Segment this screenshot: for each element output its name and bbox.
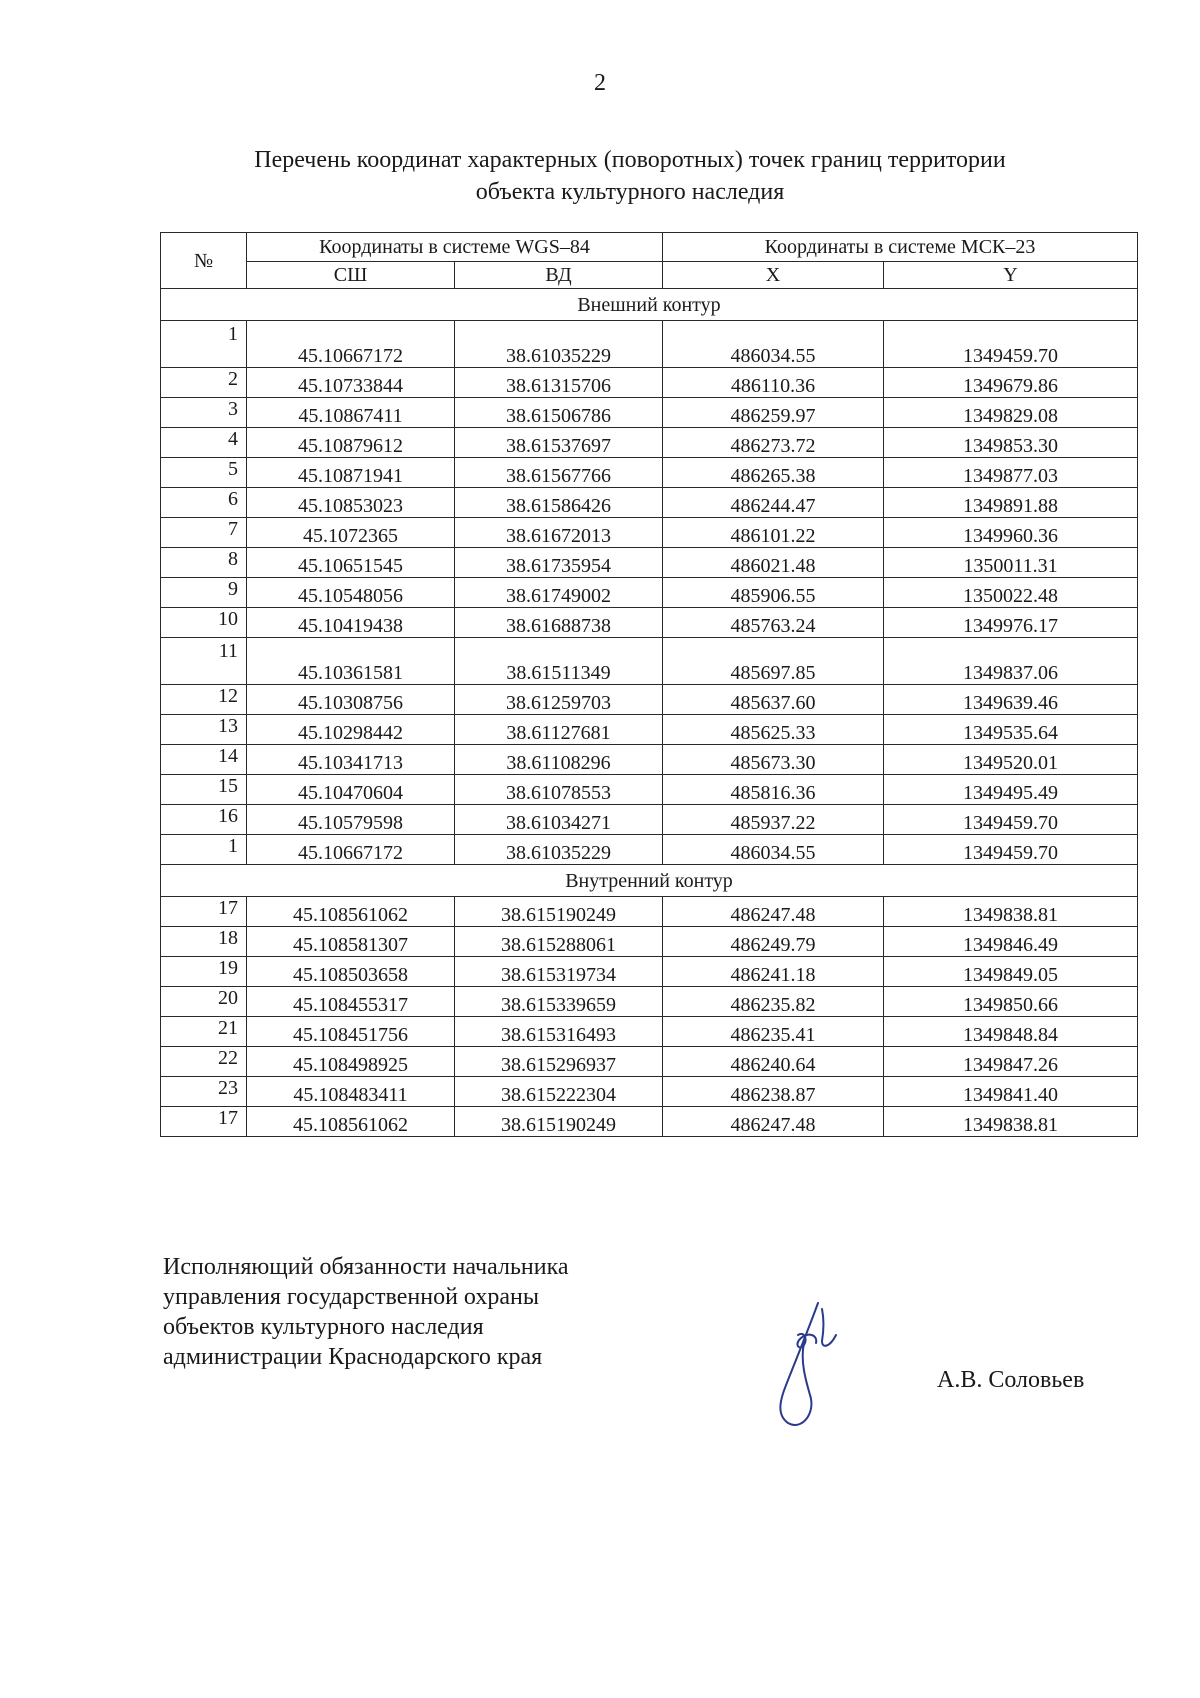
latitude-cell: 45.10733844	[247, 368, 455, 398]
y-cell: 1349535.64	[884, 715, 1138, 745]
latitude-cell: 45.108483411	[247, 1077, 455, 1107]
table-row	[161, 1077, 1138, 1107]
point-number: 3	[161, 398, 247, 428]
latitude-cell: 45.10879612	[247, 428, 455, 458]
table-row	[161, 835, 1138, 865]
table-row	[161, 458, 1138, 488]
latitude-cell: 45.108581307	[247, 927, 455, 957]
point-number: 9	[161, 578, 247, 608]
x-cell: 486249.79	[663, 927, 884, 957]
signatory-position-line-2: управления государственной охраны	[163, 1284, 539, 1310]
latitude-cell: 45.10667172	[247, 835, 455, 865]
table-row	[161, 927, 1138, 957]
table-row	[161, 1107, 1138, 1137]
longitude-cell: 38.615339659	[455, 987, 663, 1017]
latitude-cell: 45.108498925	[247, 1047, 455, 1077]
table-row	[161, 715, 1138, 745]
longitude-cell: 38.61035229	[455, 321, 663, 368]
x-cell: 485625.33	[663, 715, 884, 745]
x-cell: 486110.36	[663, 368, 884, 398]
table-row	[161, 488, 1138, 518]
latitude-cell: 45.10470604	[247, 775, 455, 805]
longitude-cell: 38.61078553	[455, 775, 663, 805]
y-cell: 1350022.48	[884, 578, 1138, 608]
section-outer-label: Внешний контур	[161, 289, 1138, 321]
y-cell: 1349841.40	[884, 1077, 1138, 1107]
header-longitude: ВД	[455, 262, 663, 289]
latitude-cell: 45.108451756	[247, 1017, 455, 1047]
longitude-cell: 38.615222304	[455, 1077, 663, 1107]
table-row	[161, 321, 1138, 368]
point-number: 11	[161, 638, 247, 685]
longitude-cell: 38.61511349	[455, 638, 663, 685]
longitude-cell: 38.61127681	[455, 715, 663, 745]
longitude-cell: 38.615190249	[455, 897, 663, 927]
x-cell: 485906.55	[663, 578, 884, 608]
table-row	[161, 1047, 1138, 1077]
longitude-cell: 38.61586426	[455, 488, 663, 518]
x-cell: 486244.47	[663, 488, 884, 518]
point-number: 17	[161, 1107, 247, 1137]
latitude-cell: 45.10867411	[247, 398, 455, 428]
y-cell: 1350011.31	[884, 548, 1138, 578]
section-inner-label: Внутренний контур	[161, 865, 1138, 897]
header-latitude: СШ	[247, 262, 455, 289]
x-cell: 486235.82	[663, 987, 884, 1017]
y-cell: 1349829.08	[884, 398, 1138, 428]
point-number: 20	[161, 987, 247, 1017]
latitude-cell: 45.1072365	[247, 518, 455, 548]
point-number: 4	[161, 428, 247, 458]
x-cell: 486021.48	[663, 548, 884, 578]
point-number: 13	[161, 715, 247, 745]
x-cell: 485763.24	[663, 608, 884, 638]
y-cell: 1349976.17	[884, 608, 1138, 638]
longitude-cell: 38.61108296	[455, 745, 663, 775]
x-cell: 485637.60	[663, 685, 884, 715]
longitude-cell: 38.61735954	[455, 548, 663, 578]
signatory-position-line-4: администрации Краснодарского края	[163, 1344, 543, 1370]
table-header-row-1	[161, 233, 1138, 262]
x-cell: 486034.55	[663, 321, 884, 368]
table-row	[161, 745, 1138, 775]
table-header-row-2	[161, 262, 1138, 289]
point-number: 19	[161, 957, 247, 987]
y-cell: 1349459.70	[884, 805, 1138, 835]
x-cell: 486240.64	[663, 1047, 884, 1077]
point-number: 5	[161, 458, 247, 488]
table-row	[161, 987, 1138, 1017]
point-number: 2	[161, 368, 247, 398]
y-cell: 1349853.30	[884, 428, 1138, 458]
point-number: 10	[161, 608, 247, 638]
section-inner-row	[161, 865, 1138, 897]
latitude-cell: 45.10341713	[247, 745, 455, 775]
x-cell: 486235.41	[663, 1017, 884, 1047]
signatory-position-line-3: объектов культурного наследия	[163, 1314, 484, 1340]
signatory-position	[163, 1252, 569, 1372]
latitude-cell: 45.10419438	[247, 608, 455, 638]
header-y: Y	[884, 262, 1138, 289]
y-cell: 1349846.49	[884, 927, 1138, 957]
latitude-cell: 45.108455317	[247, 987, 455, 1017]
latitude-cell: 45.108503658	[247, 957, 455, 987]
longitude-cell: 38.61035229	[455, 835, 663, 865]
x-cell: 486247.48	[663, 1107, 884, 1137]
table-row	[161, 518, 1138, 548]
latitude-cell: 45.10651545	[247, 548, 455, 578]
header-wgs84-group: Координаты в системе WGS–84	[247, 233, 663, 262]
longitude-cell: 38.61259703	[455, 685, 663, 715]
header-msk23-group: Координаты в системе МСК–23	[663, 233, 1138, 262]
point-number: 23	[161, 1077, 247, 1107]
point-number: 22	[161, 1047, 247, 1077]
x-cell: 486241.18	[663, 957, 884, 987]
latitude-cell: 45.10853023	[247, 488, 455, 518]
table-row	[161, 957, 1138, 987]
latitude-cell: 45.10361581	[247, 638, 455, 685]
longitude-cell: 38.61506786	[455, 398, 663, 428]
longitude-cell: 38.61034271	[455, 805, 663, 835]
y-cell: 1349960.36	[884, 518, 1138, 548]
latitude-cell: 45.10871941	[247, 458, 455, 488]
x-cell: 486265.38	[663, 458, 884, 488]
y-cell: 1349848.84	[884, 1017, 1138, 1047]
point-number: 16	[161, 805, 247, 835]
point-number: 6	[161, 488, 247, 518]
y-cell: 1349520.01	[884, 745, 1138, 775]
table-row	[161, 775, 1138, 805]
point-number: 8	[161, 548, 247, 578]
point-number: 14	[161, 745, 247, 775]
x-cell: 485937.22	[663, 805, 884, 835]
y-cell: 1349459.70	[884, 835, 1138, 865]
x-cell: 486259.97	[663, 398, 884, 428]
signer-name: А.В. Соловьев	[937, 1367, 1085, 1393]
latitude-cell: 45.10548056	[247, 578, 455, 608]
document-title	[150, 144, 1110, 208]
table-row	[161, 428, 1138, 458]
longitude-cell: 38.615296937	[455, 1047, 663, 1077]
y-cell: 1349847.26	[884, 1047, 1138, 1077]
y-cell: 1349891.88	[884, 488, 1138, 518]
point-number: 15	[161, 775, 247, 805]
y-cell: 1349837.06	[884, 638, 1138, 685]
latitude-cell: 45.10298442	[247, 715, 455, 745]
header-x: X	[663, 262, 884, 289]
longitude-cell: 38.61688738	[455, 608, 663, 638]
longitude-cell: 38.615190249	[455, 1107, 663, 1137]
table-row	[161, 608, 1138, 638]
latitude-cell: 45.108561062	[247, 897, 455, 927]
table-row	[161, 578, 1138, 608]
section-outer-row	[161, 289, 1138, 321]
document-title-line-2: объекта культурного наследия	[475, 179, 785, 205]
longitude-cell: 38.615288061	[455, 927, 663, 957]
latitude-cell: 45.10579598	[247, 805, 455, 835]
header-number: №	[161, 233, 247, 289]
point-number: 17	[161, 897, 247, 927]
longitude-cell: 38.615319734	[455, 957, 663, 987]
point-number: 12	[161, 685, 247, 715]
point-number: 21	[161, 1017, 247, 1047]
page-number: 2	[594, 70, 606, 96]
x-cell: 486273.72	[663, 428, 884, 458]
longitude-cell: 38.61672013	[455, 518, 663, 548]
point-number: 18	[161, 927, 247, 957]
x-cell: 485697.85	[663, 638, 884, 685]
y-cell: 1349459.70	[884, 321, 1138, 368]
y-cell: 1349838.81	[884, 897, 1138, 927]
point-number: 7	[161, 518, 247, 548]
table-row	[161, 805, 1138, 835]
x-cell: 486247.48	[663, 897, 884, 927]
table-row	[161, 1017, 1138, 1047]
x-cell: 486034.55	[663, 835, 884, 865]
table-row	[161, 685, 1138, 715]
document-title-line-1: Перечень координат характерных (поворотных) точек границ территории	[254, 147, 1006, 173]
x-cell: 485816.36	[663, 775, 884, 805]
point-number: 1	[161, 835, 247, 865]
y-cell: 1349849.05	[884, 957, 1138, 987]
y-cell: 1349838.81	[884, 1107, 1138, 1137]
table-row	[161, 897, 1138, 927]
handwritten-signature	[760, 1295, 870, 1435]
y-cell: 1349639.46	[884, 685, 1138, 715]
longitude-cell: 38.61749002	[455, 578, 663, 608]
x-cell: 486101.22	[663, 518, 884, 548]
x-cell: 485673.30	[663, 745, 884, 775]
y-cell: 1349850.66	[884, 987, 1138, 1017]
y-cell: 1349495.49	[884, 775, 1138, 805]
coordinates-table	[160, 232, 1138, 1137]
latitude-cell: 45.10308756	[247, 685, 455, 715]
longitude-cell: 38.61567766	[455, 458, 663, 488]
y-cell: 1349679.86	[884, 368, 1138, 398]
table-row	[161, 548, 1138, 578]
y-cell: 1349877.03	[884, 458, 1138, 488]
latitude-cell: 45.108561062	[247, 1107, 455, 1137]
longitude-cell: 38.61537697	[455, 428, 663, 458]
table-row	[161, 398, 1138, 428]
signatory-position-line-1: Исполняющий обязанности начальника	[163, 1254, 569, 1280]
longitude-cell: 38.615316493	[455, 1017, 663, 1047]
latitude-cell: 45.10667172	[247, 321, 455, 368]
table-row	[161, 368, 1138, 398]
table-row	[161, 638, 1138, 685]
longitude-cell: 38.61315706	[455, 368, 663, 398]
x-cell: 486238.87	[663, 1077, 884, 1107]
point-number: 1	[161, 321, 247, 368]
